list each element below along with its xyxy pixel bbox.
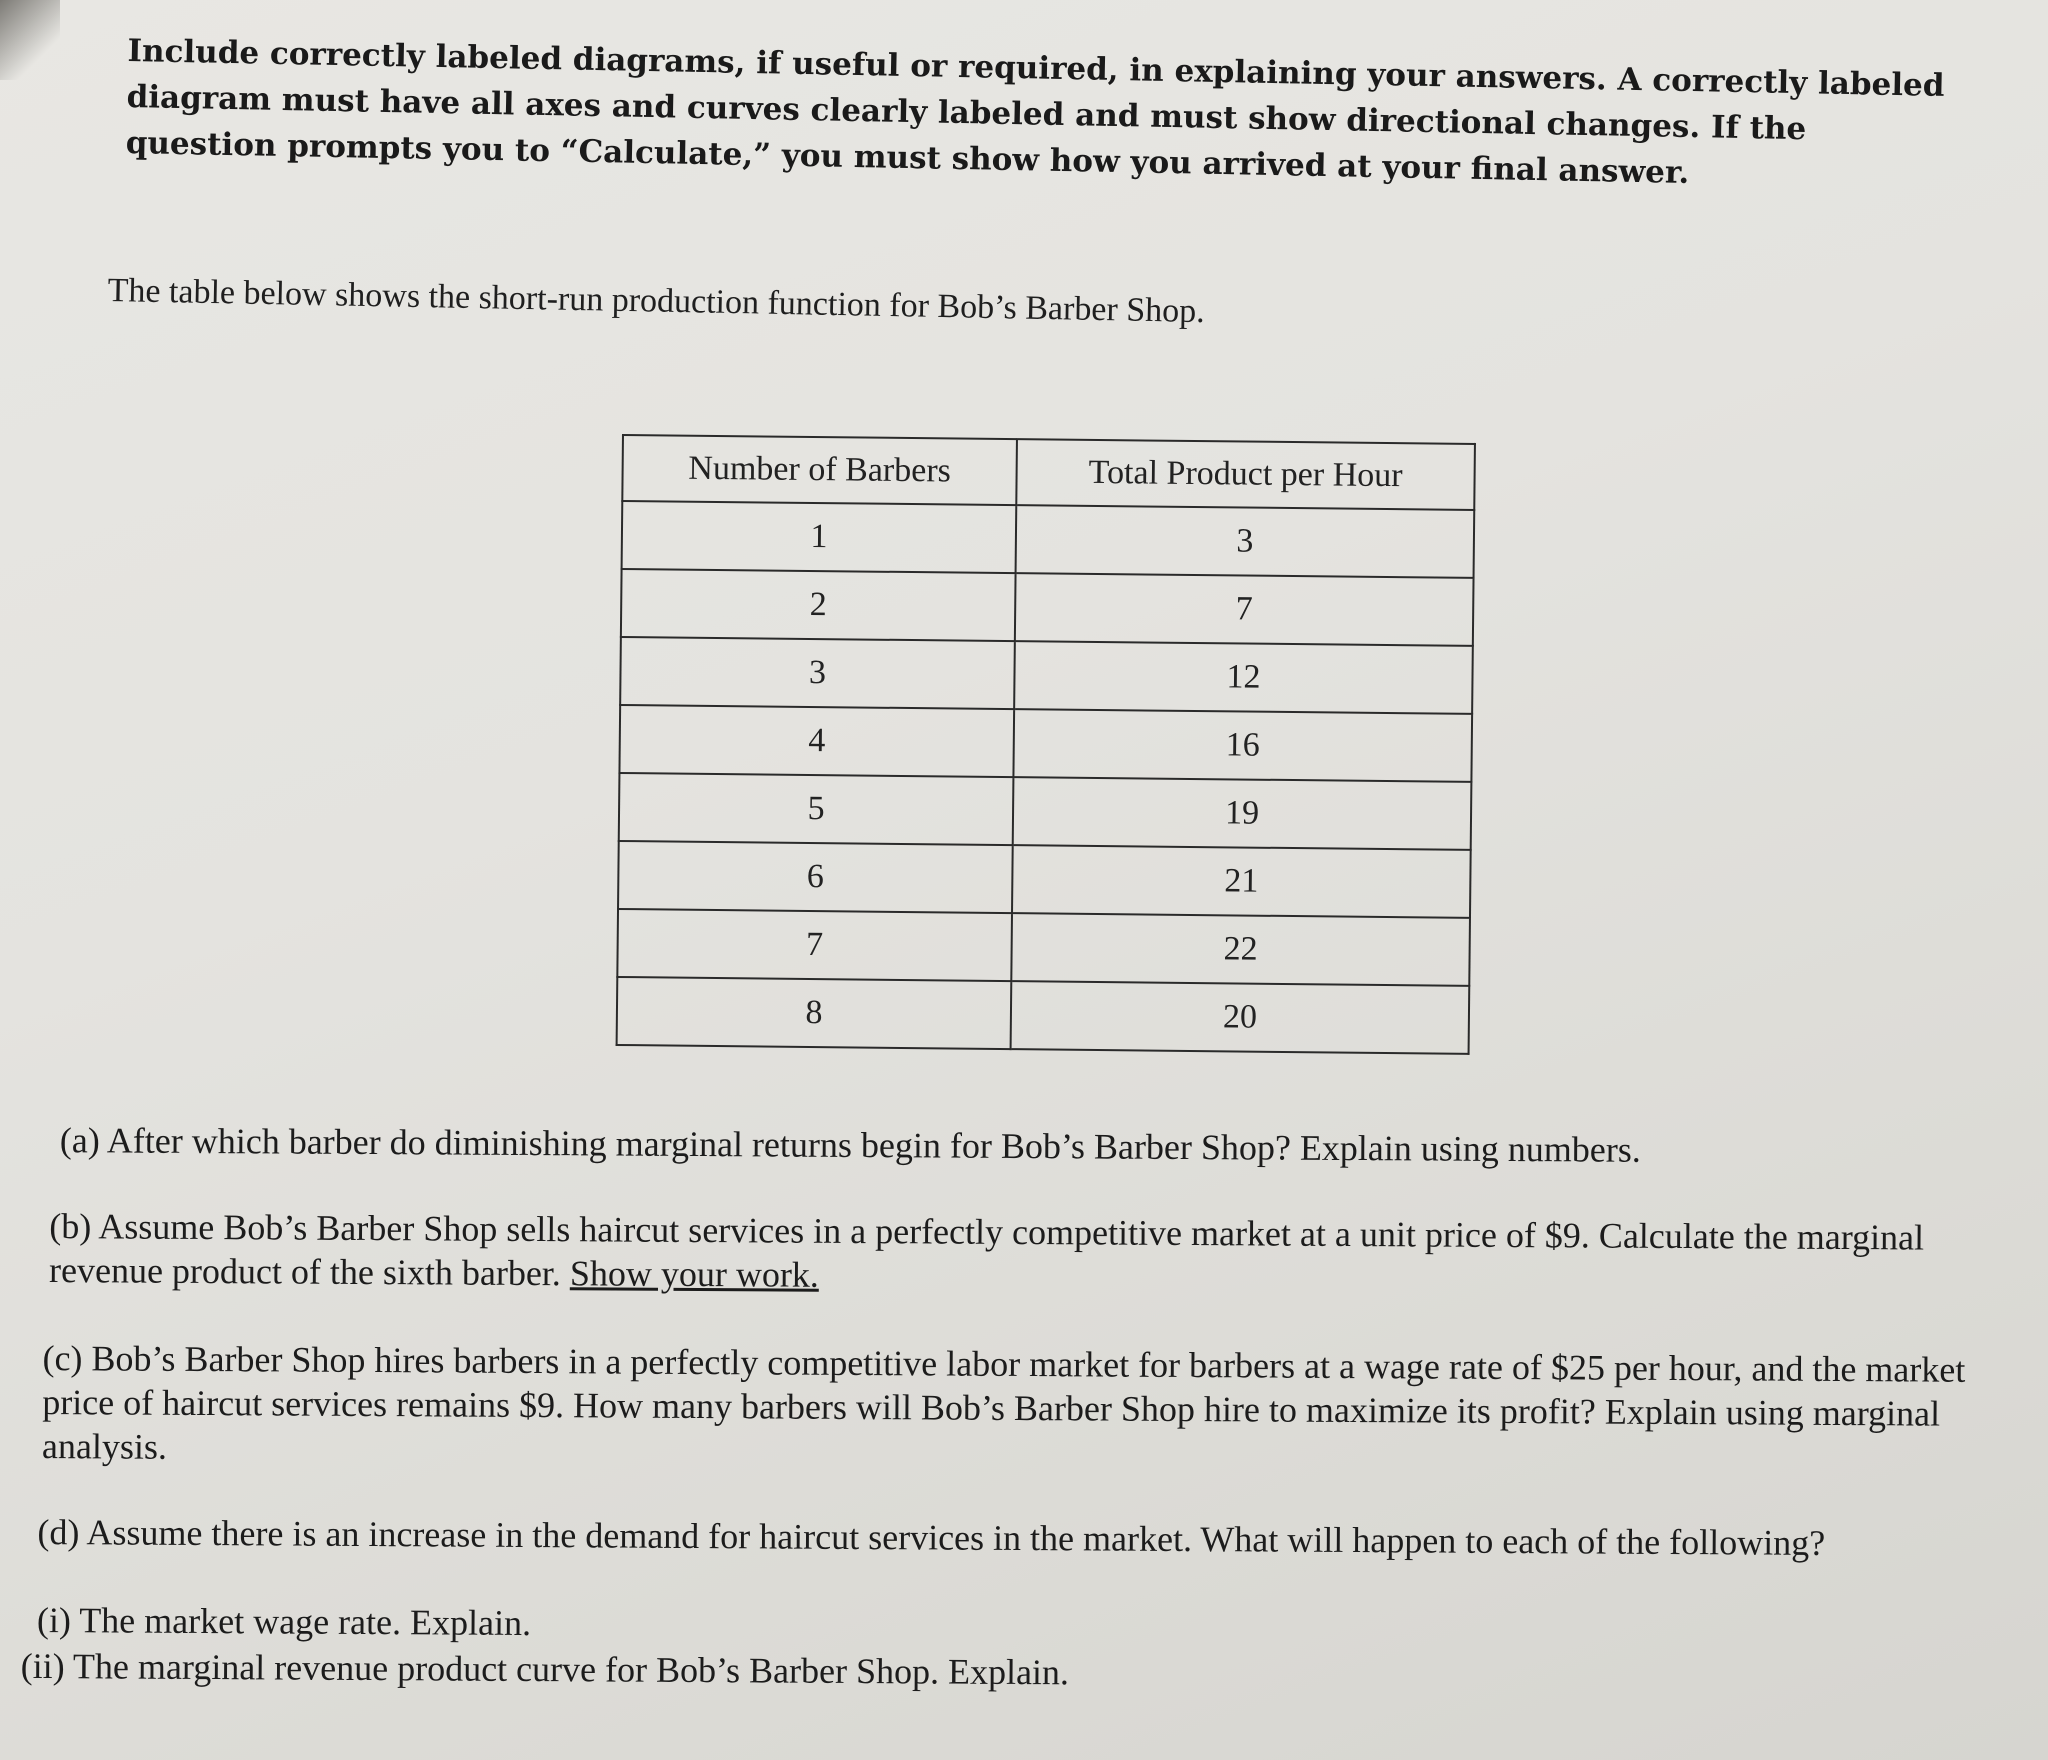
total-product-cell: 21 bbox=[1012, 845, 1471, 918]
question-b bbox=[49, 1204, 2040, 1304]
question-b-show-work: Show your work. bbox=[569, 1253, 820, 1295]
barbers-cell: 8 bbox=[617, 977, 1012, 1049]
barbers-cell: 1 bbox=[622, 501, 1017, 573]
intro-sentence: The table below shows the short-run production function for Bob’s Barber Shop. bbox=[107, 272, 1206, 331]
question-d: (d) Assume there is an increase in the demand for haircut services in the market. What will happen to each of the following? bbox=[37, 1511, 1826, 1563]
table-row bbox=[618, 841, 1471, 918]
header-total-product: Total Product per Hour bbox=[1016, 439, 1475, 510]
total-product-cell: 12 bbox=[1014, 641, 1473, 714]
total-product-cell: 19 bbox=[1013, 777, 1472, 850]
barbers-cell: 4 bbox=[619, 705, 1014, 777]
barbers-cell: 6 bbox=[618, 841, 1013, 913]
question-b-text: (b) Assume Bob’s Barber Shop sells haircut services in a perfectly competitive market at a unit price of $9. Calculate the marginal revenue product of the sixth barber. bbox=[48, 1206, 1925, 1294]
question-c: (c) Bob’s Barber Shop hires barbers in a perfectly competitive labor market for barbers at a wage rate of $25 per hour, and the market price of haircut services remains $9. How many barbers will Bob’s Barber Shop hire to maximize its profit? Explain using marginal analysis. bbox=[41, 1338, 1966, 1467]
total-product-cell: 3 bbox=[1016, 505, 1475, 578]
total-product-cell: 16 bbox=[1013, 709, 1472, 782]
table-row bbox=[619, 705, 1472, 782]
barbers-cell: 3 bbox=[620, 637, 1015, 709]
instructions-paragraph: Include correctly labeled diagrams, if useful or required, in explaining your answers. A correctly labeled diagram must have all axes and curves clearly labeled and must show directional changes. If the question prompts you to “Calculate,” you must show how you arrived at your final answer. bbox=[125, 32, 1945, 191]
question-a: (a) After which barber do diminishing marginal returns begin for Bob’s Barber Shop? Explain using numbers. bbox=[59, 1120, 1641, 1170]
table-row bbox=[622, 501, 1475, 578]
table-header-row bbox=[622, 435, 1475, 510]
barbers-cell: 5 bbox=[619, 773, 1014, 845]
table-row bbox=[621, 569, 1474, 646]
header-number-of-barbers: Number of Barbers bbox=[622, 435, 1017, 505]
production-table bbox=[616, 434, 1476, 1055]
table-row bbox=[620, 637, 1473, 714]
paper-corner-shadow bbox=[0, 0, 60, 80]
question-d-i: (i) The market wage rate. Explain. bbox=[36, 1599, 532, 1644]
table-row bbox=[617, 977, 1470, 1054]
total-product-cell: 22 bbox=[1011, 913, 1470, 986]
barbers-cell: 2 bbox=[621, 569, 1016, 641]
question-d-ii: (ii) The marginal revenue product curve for Bob’s Barber Shop. Explain. bbox=[20, 1645, 1070, 1693]
questions-section bbox=[20, 1118, 2040, 1693]
table-row bbox=[617, 909, 1470, 986]
barbers-cell: 7 bbox=[617, 909, 1012, 981]
total-product-cell: 7 bbox=[1015, 573, 1474, 646]
total-product-cell: 20 bbox=[1011, 981, 1470, 1054]
table-row bbox=[619, 773, 1472, 850]
